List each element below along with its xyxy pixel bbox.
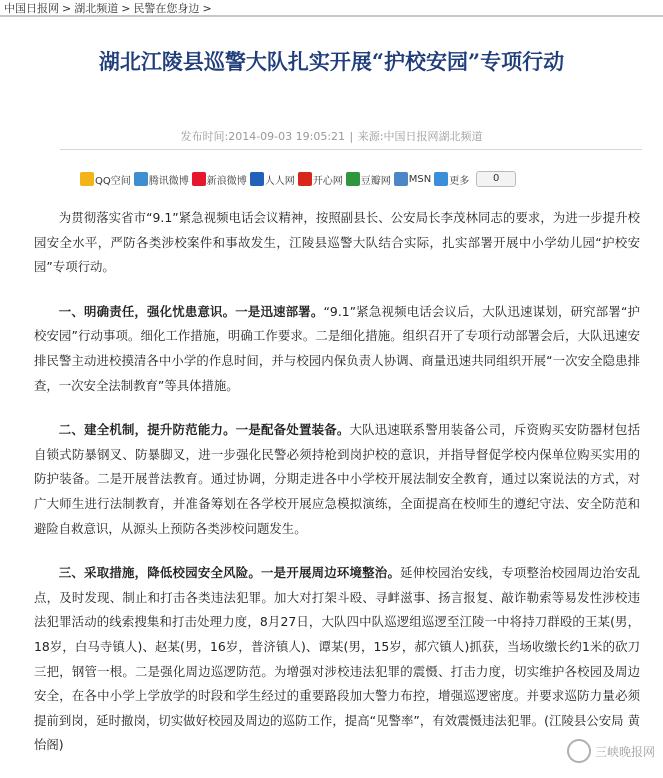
share-kaixin-button[interactable] (298, 172, 343, 187)
article-source: 来源:中国日报网湖北频道 (357, 130, 483, 143)
article-paragraph: 三、采取措施，降低校园安全风险。一是开展周边环境整治。延伸校园治安线，专项整治校园周边治安乱点，及时发现、制止和打击各类违法犯罪。加大对打架斗殴、寻衅滋事、扬言报复、敲诈勒索等易发性涉校违法犯罪活动的线索搜集和打击处理力度，8月27日，大队四中队巡逻组巡逻至江陵一中将持刀群殴的王某(男，18岁，白马寺镇人)、赵某(男，16岁，普济镇人)、谭某(男，15岁，郝穴镇人)抓获，当场收缴长约1米的砍刀三把，钢管一根。二是强化周边巡逻防范。为增强对涉校违法犯罪的震慑、打击力度，切实维护各校园及周边安全，在各中小学上学放学的时段和学生经过的重要路段加大警力布控，增强巡逻密度。并要求巡防力量必须提前到岗，延时撤岗，切实做好校园及周边的巡防工作，提高“见警率”，有效震慑违法犯罪。(江陵县公安局 黄怡阁) (34, 565, 641, 753)
share-sina-weibo-button[interactable] (192, 172, 247, 187)
breadcrumb-separator: > (121, 2, 131, 15)
watermark-logo-icon (567, 739, 591, 763)
sina-weibo-icon (192, 172, 206, 186)
share-label: 豆瓣网 (360, 175, 391, 187)
watermark-text: 三峡晚报网 (594, 744, 655, 759)
share-msn-button[interactable] (394, 172, 431, 186)
share-label: 开心网 (312, 175, 343, 187)
breadcrumb-link-channel[interactable]: 湖北频道 (74, 2, 119, 15)
share-renren-button[interactable] (250, 172, 295, 187)
share-label: 更多 (449, 175, 470, 187)
kaixin-icon (298, 172, 312, 186)
breadcrumb-separator: > (202, 2, 212, 15)
breadcrumb-link-home[interactable]: 中国日报网 (4, 2, 59, 15)
douban-icon (346, 172, 360, 186)
section-heading: 一、明确责任，强化忧患意识。一是迅速部署。 (58, 303, 324, 319)
share-label: QQ空间 (95, 175, 131, 187)
share-bar (80, 171, 516, 187)
share-douban-button[interactable] (346, 172, 391, 187)
share-more-button[interactable] (434, 172, 469, 187)
article-paragraph: 二、建全机制，提升防范能力。一是配备处置装备。大队迅速联系警用装备公司，斥资购买安防器材包括自锁式防暴钢叉、防暴脚叉，进一步强化民警必须持枪到岗护校的意识，并指导督促学校内保单位购买实用的防护装备。二是开展普法教育。通过协调，分期走进各中小学校开展法制安全教育，通过以案说法的方式，对广大师生进行法制教育，并准备筹划在各学校开展应急模拟演练，全面提高在校师生的遵纪守法、安全防范和避险自救意识，从源头上预防各类涉校问题发生。 (34, 422, 641, 536)
meta-divider (60, 149, 642, 150)
article-paragraph: 为贯彻落实省市“9.1”紧急视频电话会议精神，按照副县长、公安局长李茂林同志的要求，为进一步提升校园安全水平，严防各类涉校案件和事故发生，江陵县巡警大队结合实际，扎实部署开展中小学幼儿园“护校安园”专项行动。 (34, 210, 640, 275)
share-label: 腾讯微博 (148, 175, 189, 187)
breadcrumb (4, 0, 215, 16)
section-heading: 二、建全机制，提升防范能力。一是配备处置装备。 (58, 422, 350, 438)
header-rule (0, 15, 663, 17)
msn-icon (394, 172, 408, 186)
renren-icon (250, 172, 264, 186)
share-label: MSN (408, 173, 432, 185)
breadcrumb-separator: > (62, 2, 72, 15)
share-tencent-weibo-button[interactable] (134, 172, 189, 187)
breadcrumb-link-section[interactable]: 民警在您身边 (133, 2, 200, 15)
section-heading: 三、采取措施，降低校园安全风险。一是开展周边环境整治。 (58, 565, 401, 581)
qzone-icon (80, 172, 94, 186)
article-body (34, 206, 640, 778)
article-paragraph: 一、明确责任，强化忧患意识。一是迅速部署。“9.1”紧急视频电话会议后，大队迅速谋划，研究部署“护校安园”行动事项。细化工作措施，明确工作要求。二是细化措施。组织召开了专项行动部署会后，大队迅速安排民警主动进校摸清各中小学的作息时间，并与校园内保负责人协调、商量迅速共同组织开展“一次安全隐患排查，一次安全法制教育”等具体措施。 (34, 303, 641, 393)
watermark (567, 739, 655, 763)
share-label: 人人网 (264, 175, 295, 187)
share-label: 新浪微博 (206, 175, 247, 187)
share-qzone-button[interactable] (80, 172, 131, 187)
meta-separator: | (349, 130, 354, 143)
tencent-weibo-icon (134, 172, 148, 186)
plus-icon (434, 172, 448, 186)
publish-time: 发布时间:2014-09-03 19:05:21 (180, 130, 346, 143)
article-meta (0, 128, 663, 144)
share-count: 0 (476, 171, 516, 187)
article-title: 湖北江陵县巡警大队扎实开展“护校安园”专项行动 (98, 49, 565, 74)
